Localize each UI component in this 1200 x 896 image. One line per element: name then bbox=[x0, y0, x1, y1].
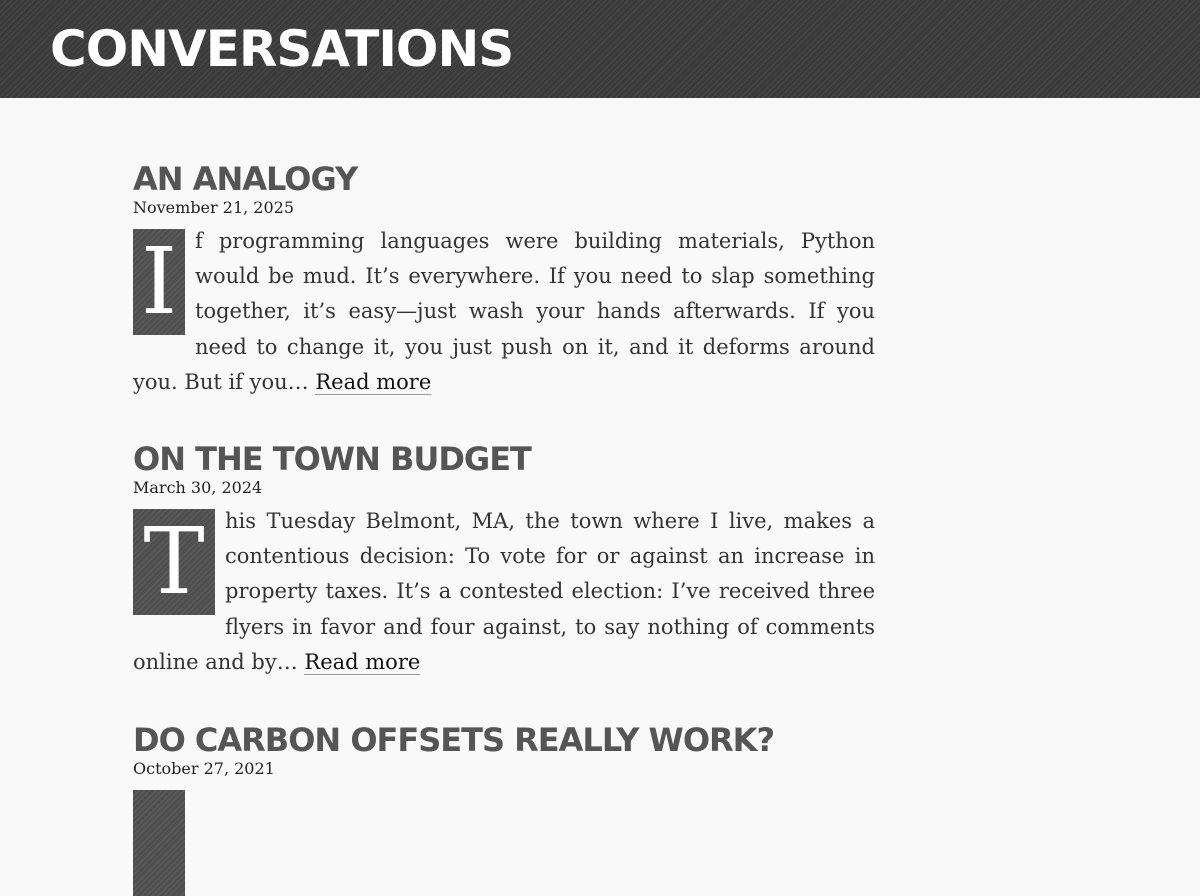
read-more-link[interactable]: Read more bbox=[315, 369, 432, 394]
excerpt-text: f programming languages were building materials, Python would be mud. It’s everywhere. If you need to slap something together, it’s easy—just wash your hands afterwards. If you need to change it, you just push on it, and it deforms around you. But if you… bbox=[133, 229, 875, 394]
post-date: October 27, 2021 bbox=[133, 759, 275, 778]
site-title[interactable]: CONVERSATIONS bbox=[50, 20, 514, 78]
post-excerpt bbox=[133, 224, 875, 400]
post-an-analogy bbox=[133, 160, 875, 400]
post-date: November 21, 2025 bbox=[133, 198, 295, 217]
post-date: March 30, 2024 bbox=[133, 478, 263, 497]
excerpt-text: his Tuesday Belmont, MA, the town where I live, makes a contentious decision: To vote for or against an increase in property taxes. It’s a contested election: I’ve received three flyers in favor and four against, to say nothing of comments online and by… bbox=[133, 509, 875, 674]
dropcap-letter bbox=[133, 790, 185, 896]
dropcap-letter: I bbox=[133, 229, 185, 335]
post-title[interactable]: DO CARBON OFFSETS REALLY WORK? bbox=[133, 721, 775, 759]
post-title[interactable]: AN ANALOGY bbox=[133, 160, 358, 198]
site-header bbox=[0, 0, 1200, 98]
read-more-link[interactable]: Read more bbox=[304, 649, 421, 674]
dropcap-letter: T bbox=[133, 509, 215, 615]
post-do-carbon-offsets-really-work bbox=[133, 721, 875, 896]
post-on-the-town-budget bbox=[133, 440, 875, 680]
post-excerpt bbox=[133, 504, 875, 680]
post-title[interactable]: ON THE TOWN BUDGET bbox=[133, 440, 531, 478]
